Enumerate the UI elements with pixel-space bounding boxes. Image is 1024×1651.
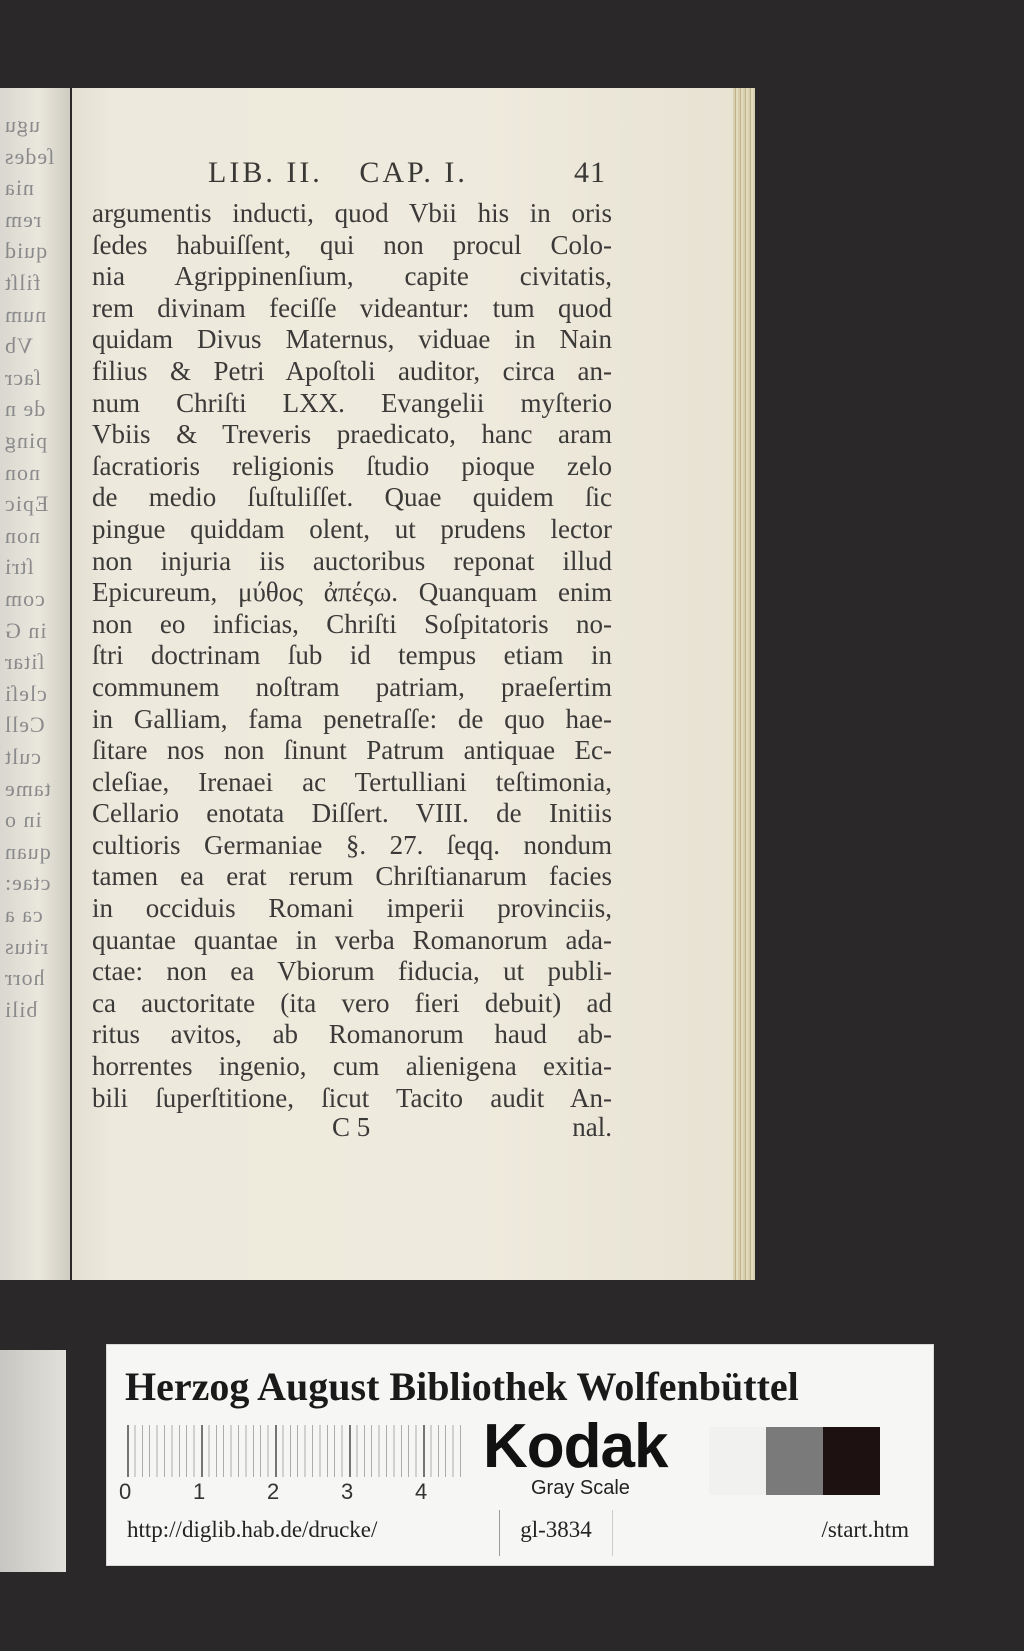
gray-scale-swatches <box>709 1427 881 1495</box>
ruler-number: 1 <box>193 1479 206 1504</box>
adjacent-text-fragment: ſitar <box>4 649 45 675</box>
text-line: ctae: non ea Vbiorum fiducia, ut publi- <box>92 956 612 987</box>
ruler-major-tick <box>201 1425 203 1477</box>
text-line: quantae quantae in verba Romanorum ada- <box>92 924 612 955</box>
text-line: rem divinam feciſſe videantur: tum quod <box>92 292 612 323</box>
text-line: pingue quiddam olent, ut prudens lector <box>92 513 612 544</box>
text-line: ſitare nos non ſinunt Patrum antiquae Ec- <box>92 735 612 766</box>
gray-swatch <box>823 1427 880 1495</box>
adjacent-text-fragment: quan <box>4 838 51 864</box>
text-line: ſacratioris religionis ſtudio pioque zelo <box>92 450 612 481</box>
running-header <box>208 156 618 196</box>
text-line: communem noſtram patriam, praeſertim <box>92 671 612 702</box>
shelfmark: gl-3834 <box>499 1510 613 1556</box>
adjacent-text-fragment: non <box>4 522 40 548</box>
text-line: Epicureum, μύθος ἀπέςω. Quanquam enim <box>92 577 612 608</box>
library-name: Herzog August Bibliothek Wolfenbüttel <box>125 1364 799 1409</box>
text-line: tamen ea erat rerum Chriſtianarum facies <box>92 861 612 892</box>
gray-swatch <box>766 1427 823 1495</box>
adjacent-text-fragment: horr <box>4 965 45 991</box>
adjacent-page-strip <box>0 88 70 1280</box>
adjacent-text-fragment: Vb <box>4 333 33 359</box>
signature-mark: C 5 <box>332 1112 371 1142</box>
adjacent-text-fragment: ping <box>4 428 48 453</box>
gray-swatch <box>709 1427 766 1495</box>
adjacent-text-fragment: ſedes <box>4 143 55 169</box>
adjacent-text-fragment: ritus <box>4 933 49 959</box>
ruler-number: 2 <box>267 1479 280 1504</box>
text-line: cultioris Germaniae §. 27. ſeqq. nondum <box>92 829 612 860</box>
adjacent-page-strip-lower <box>0 1350 66 1572</box>
header-book: LIB. II. <box>208 156 323 189</box>
adjacent-text-fragment: rem <box>4 206 42 232</box>
ruler-number: 0 <box>119 1479 132 1504</box>
adjacent-text-fragment: non <box>4 459 40 485</box>
archive-color-bar <box>106 1344 934 1566</box>
adjacent-text-fragment: bili <box>4 996 38 1022</box>
text-line: num Chriſti LXX. Evangelii myſterio <box>92 387 612 418</box>
header-chapter: CAP. I. <box>359 156 468 189</box>
text-line: nia Agrippinenſium, capite civitatis, <box>92 261 612 292</box>
page-edge <box>733 88 755 1280</box>
page-footer <box>92 1112 612 1144</box>
adjacent-text-fragment: ctae: <box>4 870 51 896</box>
ruler-major-tick <box>349 1425 351 1477</box>
adjacent-text-fragment: ca a <box>4 902 43 927</box>
text-line: in Galliam, fama penetraſſe: de quo hae- <box>92 703 612 734</box>
body-text <box>92 198 612 1114</box>
adjacent-text-fragment: com <box>4 586 45 611</box>
adjacent-text-fragment: in o <box>4 807 42 833</box>
adjacent-text-fragment: cult <box>4 744 41 769</box>
text-line: horrentes ingenio, cum alienigena exitia- <box>92 1051 612 1082</box>
text-line: ca auctoritate (ita vero fieri debuit) ad <box>92 987 612 1018</box>
text-line: non eo inficias, Chriſti Soſpitatoris no- <box>92 608 612 639</box>
adjacent-text-fragment: num <box>4 301 47 327</box>
text-line: ſedes habuiſſent, qui non procul Colo- <box>92 229 612 260</box>
text-line: non injuria iis auctoribus reponat illud <box>92 545 612 576</box>
text-line: argumentis inducti, quod Vbii his in oris <box>92 198 612 228</box>
text-line: de medio ſuſtuliſſet. Quae quidem ſic <box>92 482 612 513</box>
ruler-number: 4 <box>415 1479 428 1504</box>
text-line: cleſiae, Irenaei ac Tertulliani teſtimonia, <box>92 766 612 797</box>
adjacent-text-fragment: quid <box>4 238 48 264</box>
adjacent-text-fragment: nia <box>4 175 34 201</box>
adjacent-text-fragment: in G <box>4 617 47 643</box>
library-url: http://diglib.hab.de/drucke/ <box>127 1517 378 1542</box>
adjacent-text-fragment: ſtri <box>4 554 34 580</box>
text-line: ſtri doctrinam ſub id tempus etiam in <box>92 640 612 671</box>
text-line: filius & Petri Apoſtoli auditor, circa an- <box>92 355 612 386</box>
gray-scale-label: Gray Scale <box>531 1477 630 1499</box>
adjacent-text-fragment: filſt <box>4 270 41 295</box>
adjacent-text-fragment: ugu <box>4 112 40 137</box>
ruler-major-tick <box>423 1425 425 1477</box>
page-number: 41 <box>574 156 606 189</box>
text-line: in occiduis Romani imperii provinciis, <box>92 893 612 924</box>
measurement-ruler <box>127 1425 467 1477</box>
text-line: quidam Divus Maternus, viduae in Nain <box>92 324 612 355</box>
text-line: bili ſuperſtitione, ſicut Tacito audit An- <box>92 1082 612 1113</box>
adjacent-text-fragment: Epic <box>4 491 49 517</box>
ruler-major-tick <box>275 1425 277 1477</box>
adjacent-text-fragment: cleſi <box>4 680 47 706</box>
catchword: nal. <box>572 1112 612 1142</box>
ruler-number: 3 <box>341 1479 354 1504</box>
start-link: /start.htm <box>821 1517 909 1542</box>
adjacent-text-fragment: ſacr <box>4 364 41 390</box>
text-line: Vbiis & Treveris praedicato, hanc aram <box>92 419 612 450</box>
adjacent-text-fragment: de n <box>4 396 46 422</box>
text-line: ritus avitos, ab Romanorum haud ab- <box>92 1019 612 1050</box>
kodak-logo: Kodak <box>483 1412 668 1481</box>
adjacent-text-fragment: Cell <box>4 712 45 738</box>
text-line: Cellario enotata Diſſert. VIII. de Initiis <box>92 798 612 829</box>
adjacent-text-fragment: tame <box>4 775 51 801</box>
ruler-numbers <box>119 1479 459 1505</box>
ruler-major-tick <box>127 1425 129 1477</box>
